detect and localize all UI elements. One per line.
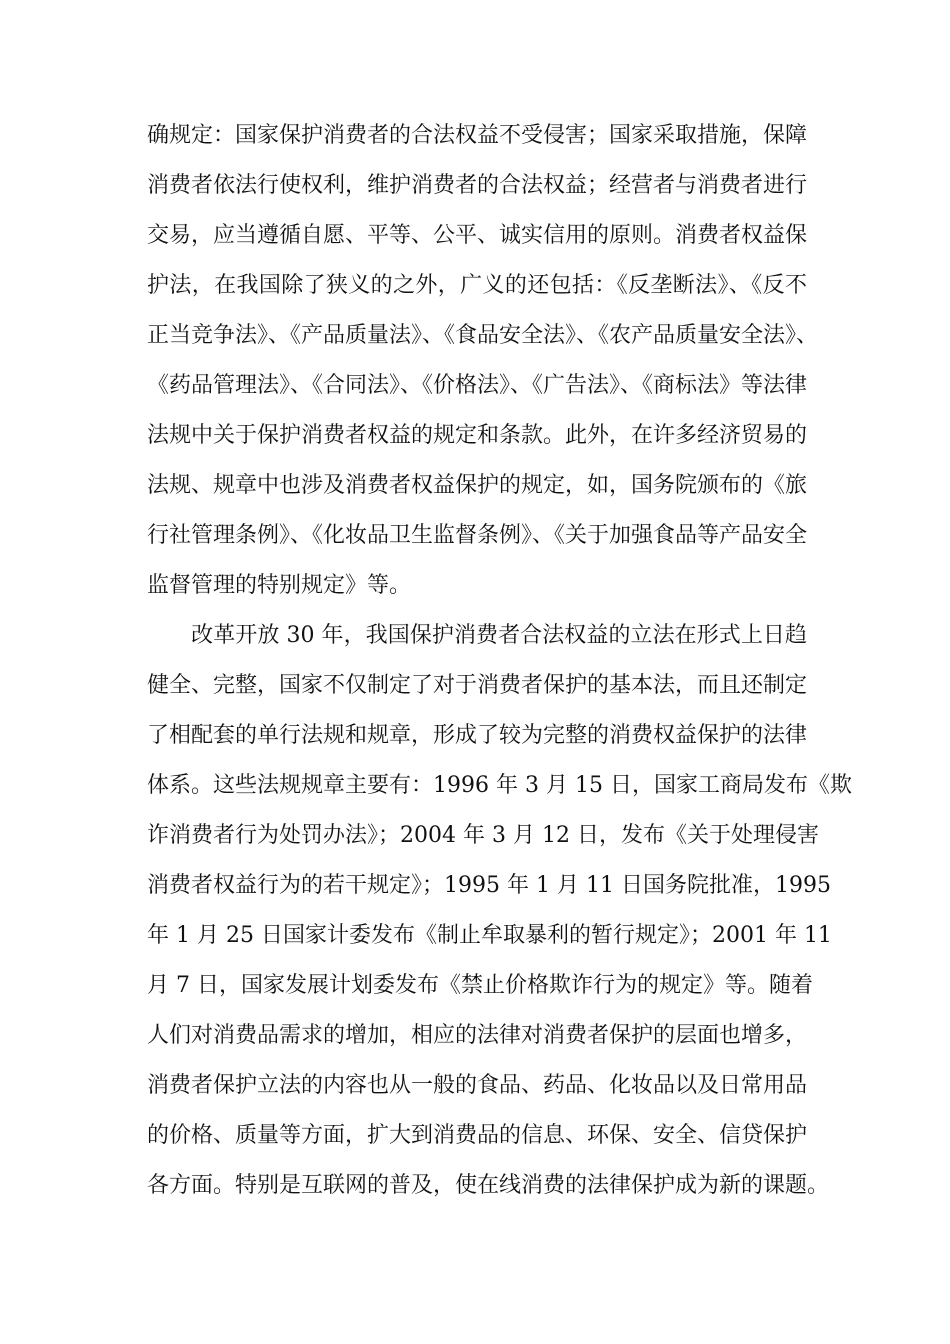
paragraph-1-line: 《药品管理法》、《合同法》、《价格法》、《广告法》、《商标法》等法律 [147,373,808,398]
paragraph-1-line: 交易，应当遵循自愿、平等、公平、诚实信用的原则。消费者权益保 [147,223,808,248]
paragraph-1-line: 正当竞争法》、《产品质量法》、《食品安全法》、《农产品质量安全法》、 [147,323,819,348]
paragraph-2-line: 的价格、质量等方面，扩大到消费品的信息、环保、安全、信贷保护 [147,1123,808,1148]
paragraph-2-line: 改革开放 30 年，我国保护消费者合法权益的立法在形式上日趋 [147,623,807,648]
paragraph-1-line: 法规、规章中也涉及消费者权益保护的规定，如，国务院颁布的《旅 [147,473,808,498]
paragraph-2-line: 年 1 月 25 日国家计委发布《制止牟取暴利的暂行规定》；2001 年 11 [147,923,832,948]
paragraph-1-line: 消费者依法行使权利，维护消费者的合法权益；经营者与消费者进行 [147,173,808,198]
paragraph-1-line: 护法，在我国除了狭义的之外，广义的还包括：《反垄断法》、《反不 [147,273,807,298]
paragraph-2-line: 消费者保护立法的内容也从一般的食品、药品、化妆品以及日常用品 [147,1073,808,1098]
paragraph-2-line: 体系。这些法规规章主要有：1996 年 3 月 15 日，国家工商局发布《欺 [147,773,852,798]
paragraph-2-line: 诈消费者行为处罚办法》；2004 年 3 月 12 日，发布《关于处理侵害 [147,823,819,848]
paragraph-2-line: 消费者权益行为的若干规定》；1995 年 1 月 11 日国务院批准，1995 [147,873,831,898]
paragraph-1-line: 监督管理的特别规定》等。 [147,573,412,598]
paragraph-2-line: 人们对消费品需求的增加，相应的法律对消费者保护的层面也增多， [147,1023,808,1048]
paragraph-2-line: 各方面。特别是互联网的普及，使在线消费的法律保护成为新的课题。 [147,1173,830,1198]
paragraph-1-line: 法规中关于保护消费者权益的规定和条款。此外，在许多经济贸易的 [147,423,808,448]
paragraph-2-line: 了相配套的单行法规和规章，形成了较为完整的消费权益保护的法律 [147,723,808,748]
paragraph-1-line: 确规定：国家保护消费者的合法权益不受侵害；国家采取措施，保障 [147,123,808,148]
paragraph-2-line: 月 7 日，国家发展计划委发布《禁止价格欺诈行为的规定》等。随着 [147,973,813,998]
paragraph-2-line: 健全、完整，国家不仅制定了对于消费者保护的基本法，而且还制定 [147,673,808,698]
paragraph-1-line: 行社管理条例》、《化妆品卫生监督条例》、《关于加强食品等产品安全 [147,523,808,548]
